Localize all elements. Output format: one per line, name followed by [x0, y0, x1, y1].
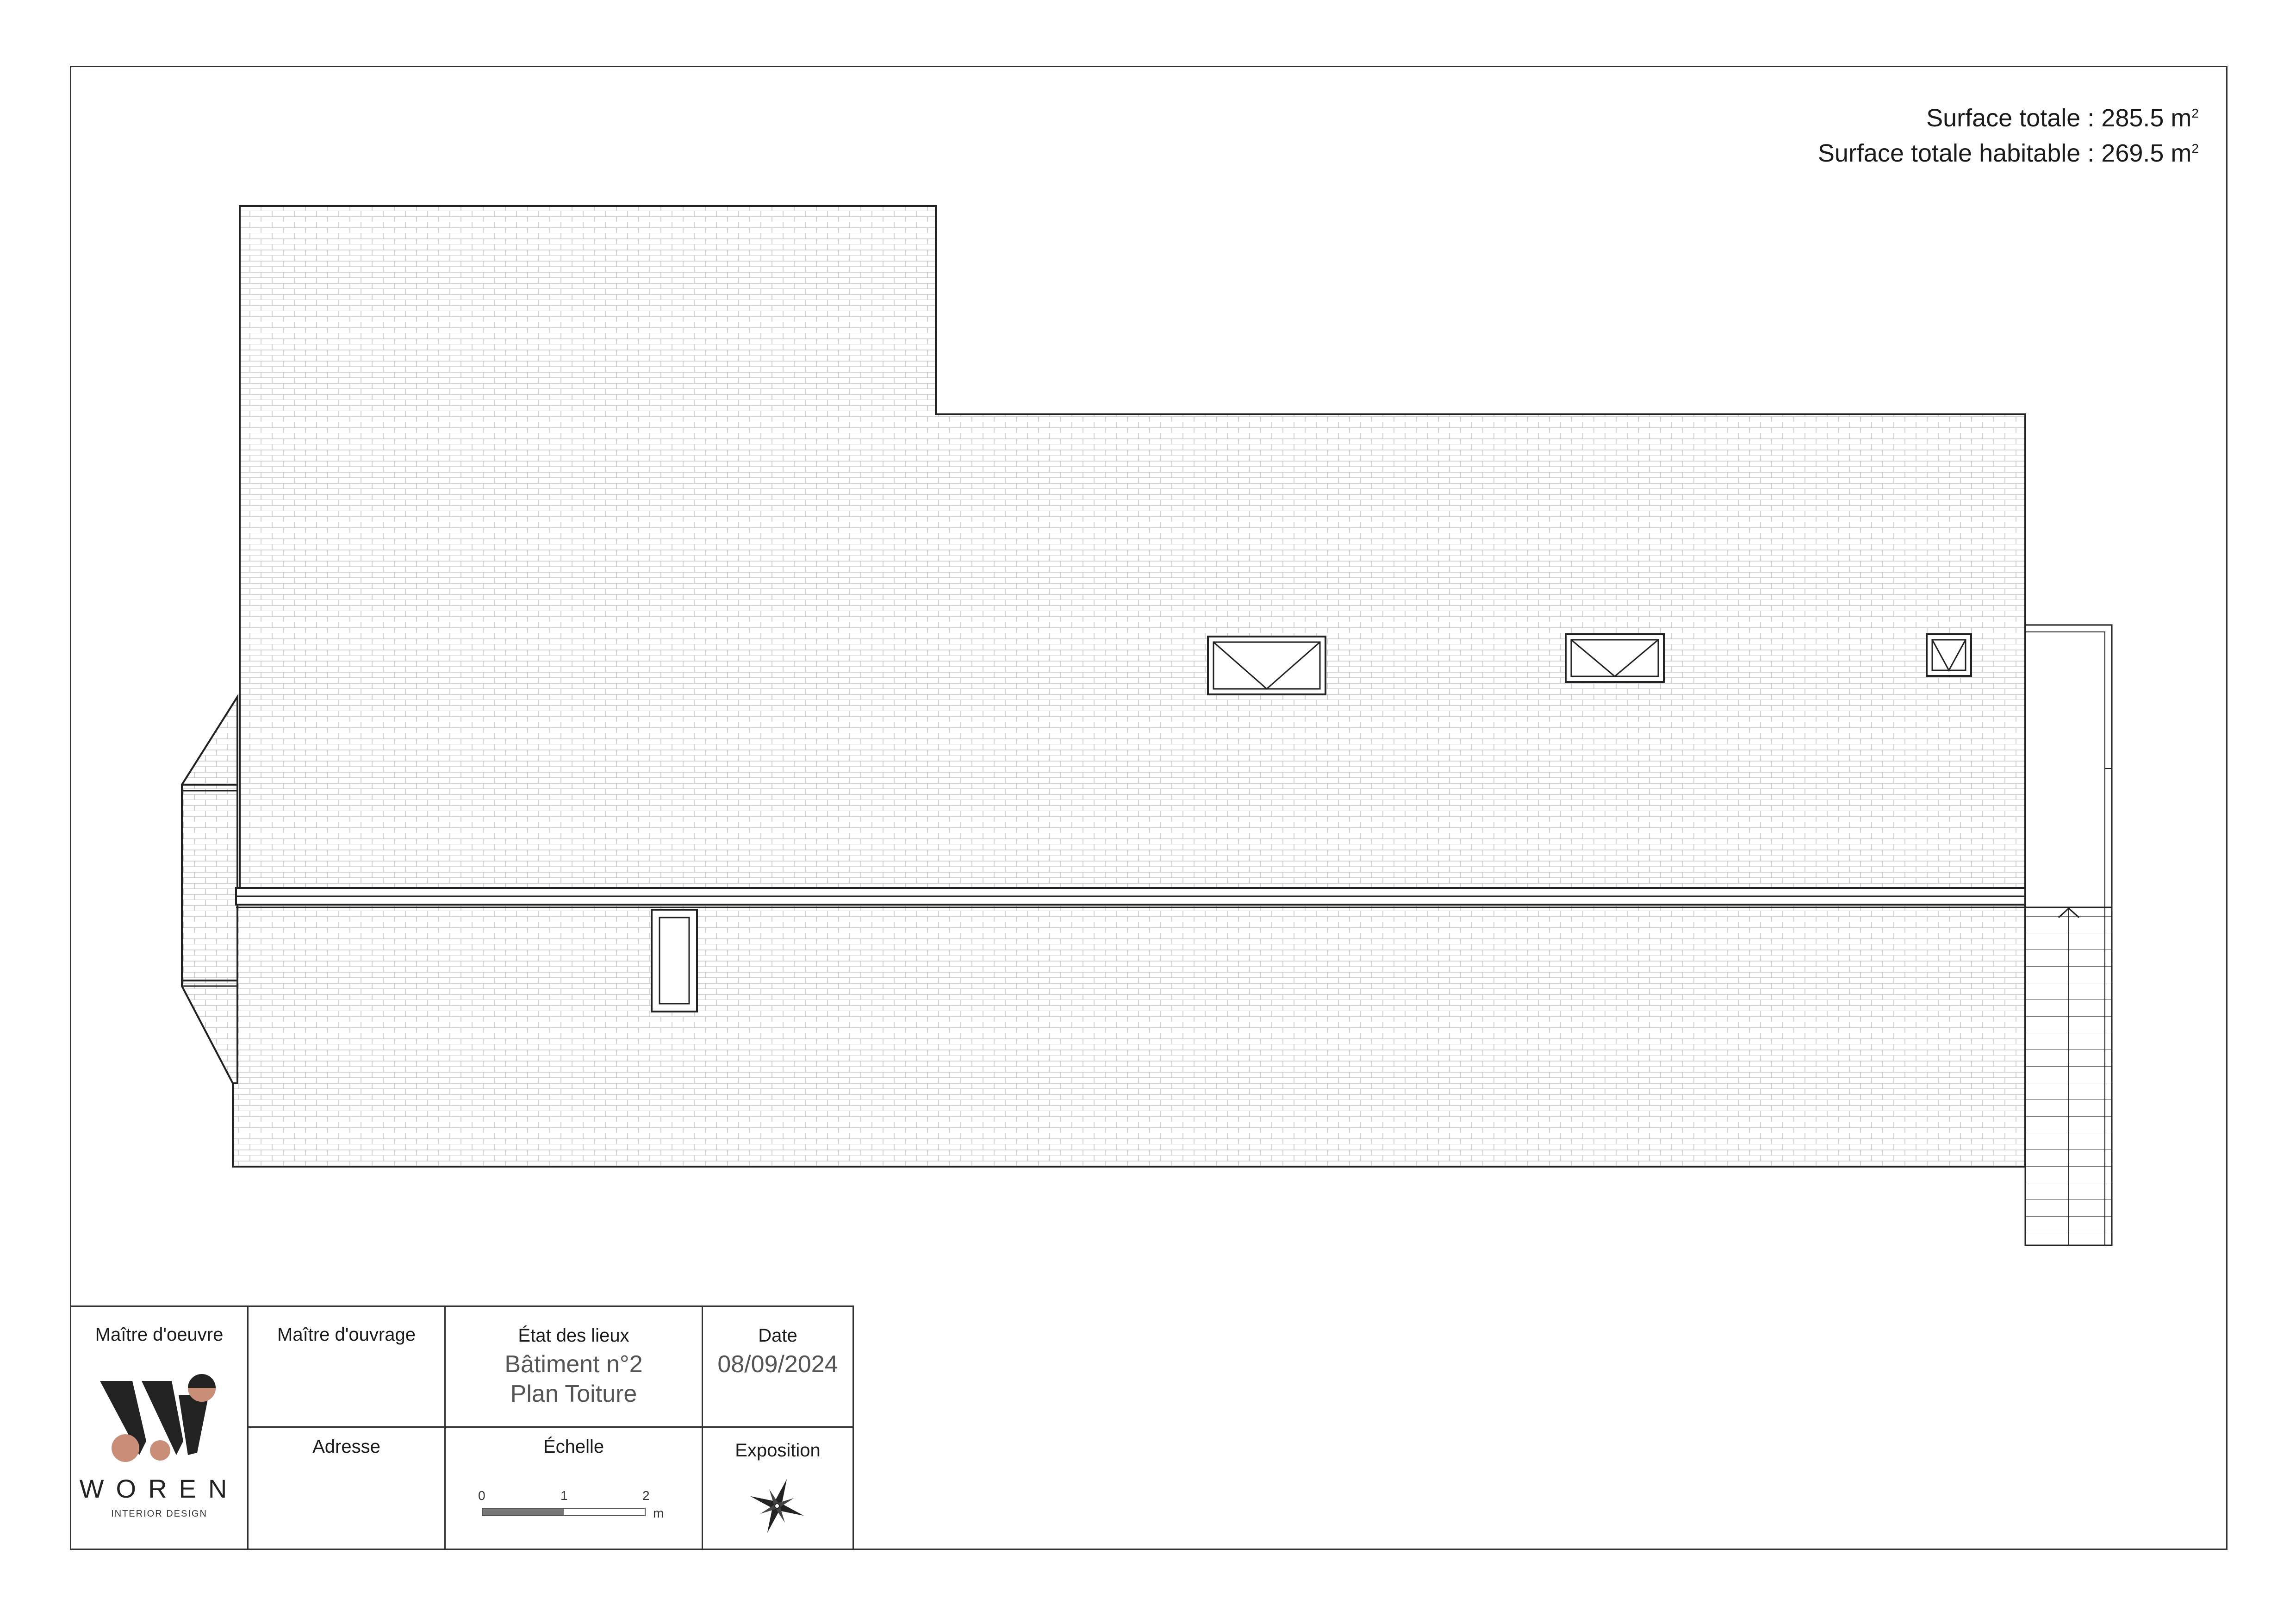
surface-total-label: Surface totale :: [1926, 104, 2095, 132]
logo-subtitle: INTERIOR DESIGN: [111, 1509, 207, 1519]
surface-total-value: 285.5 m: [2101, 104, 2192, 132]
roof-outline: [233, 206, 2025, 1167]
scale-unit: m: [653, 1506, 664, 1520]
scale-tick-2: 2: [642, 1488, 650, 1503]
surface-total-exponent: 2: [2191, 106, 2199, 120]
value-date: 08/09/2024: [717, 1351, 838, 1378]
terrace-balcony: [2025, 625, 2112, 907]
scale-bar: [482, 1508, 646, 1516]
skylight-2: [1566, 634, 1664, 682]
skylight-4: [652, 910, 697, 1012]
bay-roof: [182, 697, 237, 1083]
cell-maitre-ouvrage: [249, 1307, 446, 1549]
cell-maitre-oeuvre: [71, 1307, 249, 1549]
label-date: Date: [758, 1325, 797, 1346]
logo-wordmark: WOREN: [79, 1474, 239, 1503]
compass-rose-icon: [740, 1469, 814, 1543]
surface-habitable-exponent: 2: [2191, 141, 2199, 156]
exterior-staircase: [2025, 907, 2112, 1245]
cell-etat-des-lieux: [446, 1307, 703, 1549]
title-block: [70, 1305, 854, 1550]
surface-habitable-label: Surface totale habitable :: [1817, 139, 2095, 167]
label-maitre-oeuvre: Maître d'oeuvre: [95, 1324, 224, 1345]
value-batiment: Bâtiment n°2: [504, 1351, 643, 1378]
value-plan: Plan Toiture: [510, 1380, 637, 1407]
roof-ridge: [236, 888, 2025, 907]
label-adresse: Adresse: [312, 1437, 380, 1457]
scale-tick-1: 1: [560, 1488, 568, 1503]
skylight-3: [1927, 634, 1971, 676]
label-echelle: Échelle: [543, 1437, 604, 1457]
label-maitre-ouvrage: Maître d'ouvrage: [277, 1324, 416, 1345]
label-exposition: Exposition: [735, 1440, 821, 1461]
scale-tick-0: 0: [478, 1488, 485, 1503]
label-etat-des-lieux: État des lieux: [518, 1325, 629, 1346]
cell-date: [703, 1307, 852, 1549]
woren-logo-icon: [91, 1372, 230, 1464]
surface-habitable-value: 269.5 m: [2101, 139, 2192, 167]
skylight-1: [1208, 637, 1325, 694]
title-block-divider: [249, 1426, 852, 1428]
